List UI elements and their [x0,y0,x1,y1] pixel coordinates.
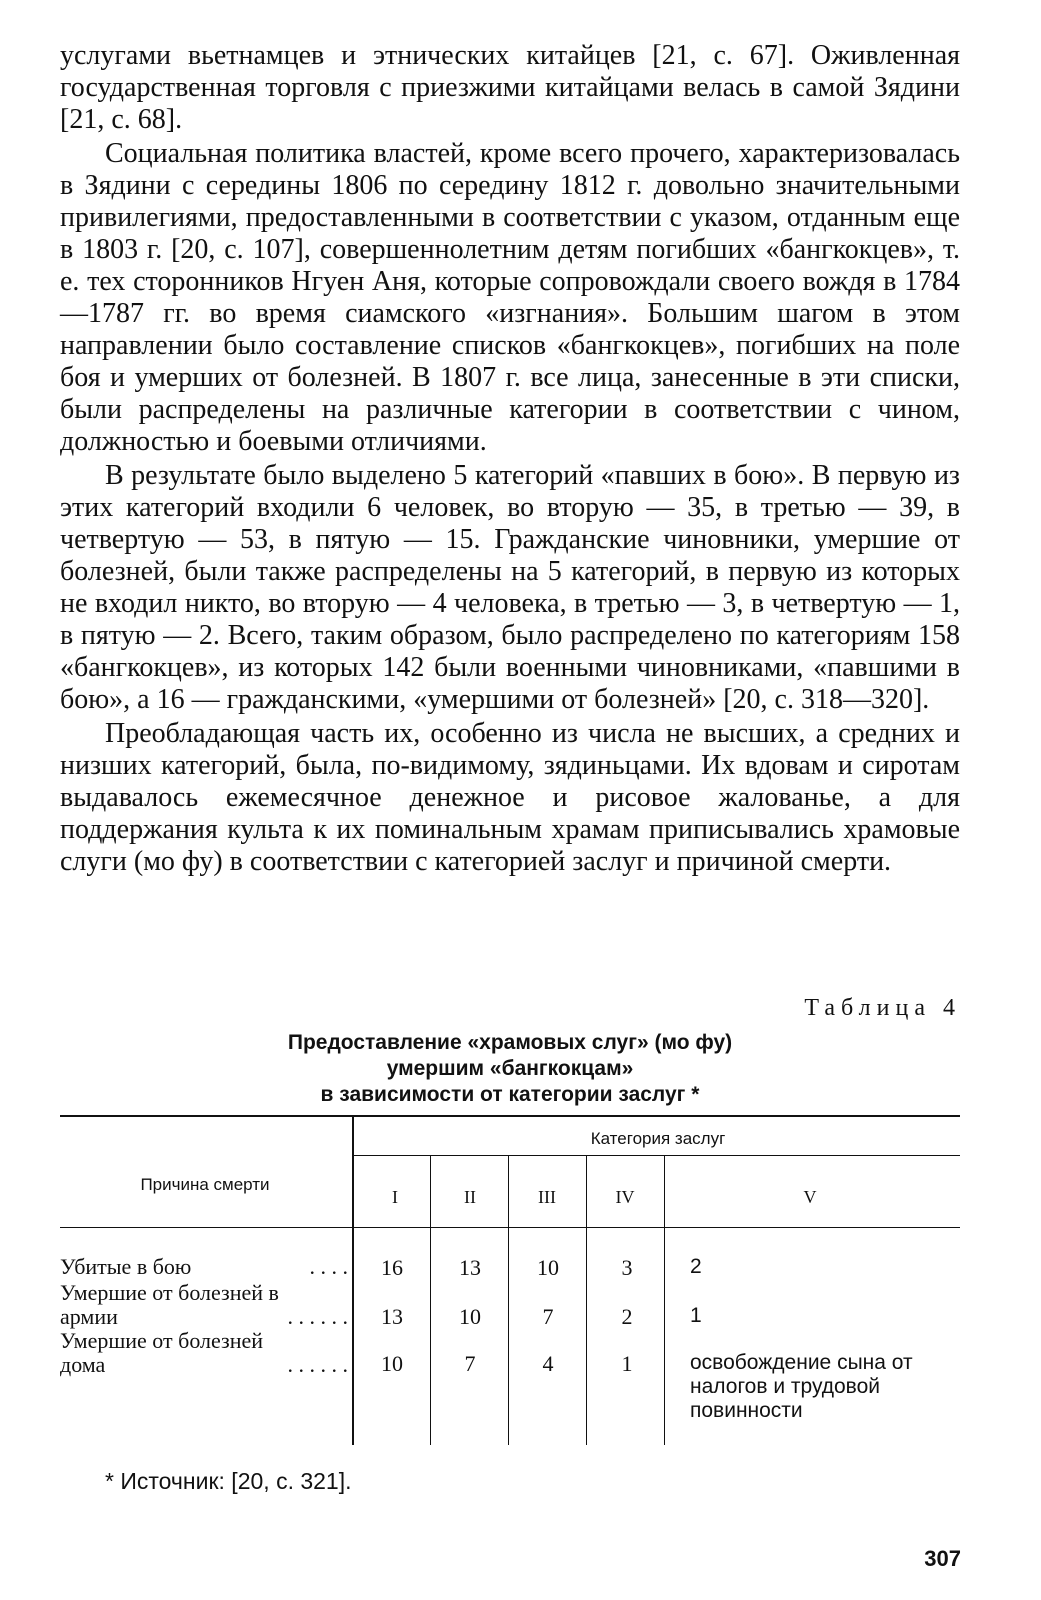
column-divider [430,1155,431,1445]
table-row-cause [60,1329,348,1377]
table-cell: 3 [621,1255,633,1280]
column-divider [664,1155,665,1445]
leader-dots: . . . . . . [287,1352,348,1377]
table-title-line: в зависимости от категории заслуг * [320,1083,700,1106]
header-category: Категория заслуг [590,1129,726,1148]
category-header-rule [353,1155,960,1156]
paragraph-4: Преобладающая часть их, особенно из числа не высших, а средних и низших категорий, была, по-видимому, зядиньцами. Их вдовам и сиротам выдавалось ежемесячное денежное и рисовое жалованье, а для поддержания культа к их поминальным храмам приписывались храмовые слуги (мо фу) в соответствии с категорией заслуг и причиной смерти. [60,718,960,877]
header-bottom-rule [60,1227,960,1228]
page-number: 307 [924,1546,961,1571]
category-header: IV [615,1187,635,1207]
table-title-line: Предоставление «храмовых слуг» (мо фу) [287,1031,733,1054]
column-divider [586,1155,587,1445]
paragraph-2: Социальная политика властей, кроме всего прочего, характеризовалась в Зядини с середины 1806 по середину 1812 г. довольно значительными привилегиями, предоставленными в соответствии с указом, отданным еще в 1803 г. [20, с. 107], совершеннолетним детям погибших «бангкокцев», т. е. тех сторонников Нгуен Аня, которые сопровождали своего вождя в 1784—1787 гг. во время сиамского «изгнания». Большим шагом в этом направлении было составление списков «бангкокцев», погибших на поле боя и умерших от болезней. В 1807 г. все лица, занесенные в эти списки, были распределены на различные категории в соответствии с чином, должностью и боевыми отличиями. [60,138,960,457]
table-row-cause [60,1281,348,1329]
table-cell: 7 [542,1304,554,1329]
table-cell: 10 [381,1351,403,1376]
table-cell: 10 [537,1255,559,1280]
table-cell: 4 [542,1351,554,1376]
table-row-cause [60,1255,348,1279]
table-cell: 13 [381,1304,403,1329]
table-cell: 16 [381,1255,403,1280]
table-cell: 1 [621,1351,633,1376]
footnote: * Источник: [20, с. 321]. [105,1468,352,1494]
cause-text: Убитые в бою [60,1254,192,1279]
body-text [60,40,960,878]
cause-column-divider [352,1115,354,1445]
table-top-rule [60,1115,960,1117]
table-cell: 13 [459,1255,481,1280]
cause-text: дома [60,1352,106,1377]
table-cell: освобождение сына от налогов и трудовой повинности [690,1351,913,1422]
cause-text: Умершие от болезней в [60,1280,279,1305]
header-cause: Причина смерти [140,1175,270,1194]
paragraph-3: В результате было выделено 5 категорий «павших в бою». В первую из этих категорий входили 6 человек, во вторую — 35, в третью — 39, в четвертую — 53, в пятую — 15. Гражданские чиновники, умершие от болезней, были также распределены на 5 категорий, в первую из которых не входил никто, во вторую — 4 человека, в третью — 3, в четвертую — 1, в пятую — 2. Всего, таким образом, было распределено по категориям 158 «бангкокцев», из которых 142 были военными чиновниками, «павшими в бою», а 16 — гражданскими, «умершими от болезней» [20, с. 318—320]. [60,460,960,715]
category-header: II [464,1187,476,1207]
data-table [60,1115,960,1455]
cause-text: армии [60,1304,118,1329]
table-cell: 2 [621,1304,633,1329]
category-header: V [803,1187,817,1207]
leader-dots: . . . . . . [287,1304,348,1329]
table-cell: 1 [690,1304,702,1327]
paragraph-1: услугами вьетнамцев и этнических китайцев [21, с. 67]. Оживленная государственная торговля с приезжими китайцами велась в самой Зядини [21, с. 68]. [60,40,960,135]
table-cell: 2 [690,1255,702,1278]
table-label: Таблица 4 [804,995,961,1021]
table-cell: 7 [464,1351,476,1376]
table-title [60,1030,960,1108]
leader-dots: . . . . [309,1254,348,1279]
cause-text: Умершие от болезней [60,1328,264,1353]
category-header: I [392,1187,398,1207]
table-cell: 10 [459,1304,481,1329]
category-header: III [538,1187,556,1207]
table-title-line: умершим «бангкокцам» [386,1057,634,1080]
column-divider [508,1155,509,1445]
